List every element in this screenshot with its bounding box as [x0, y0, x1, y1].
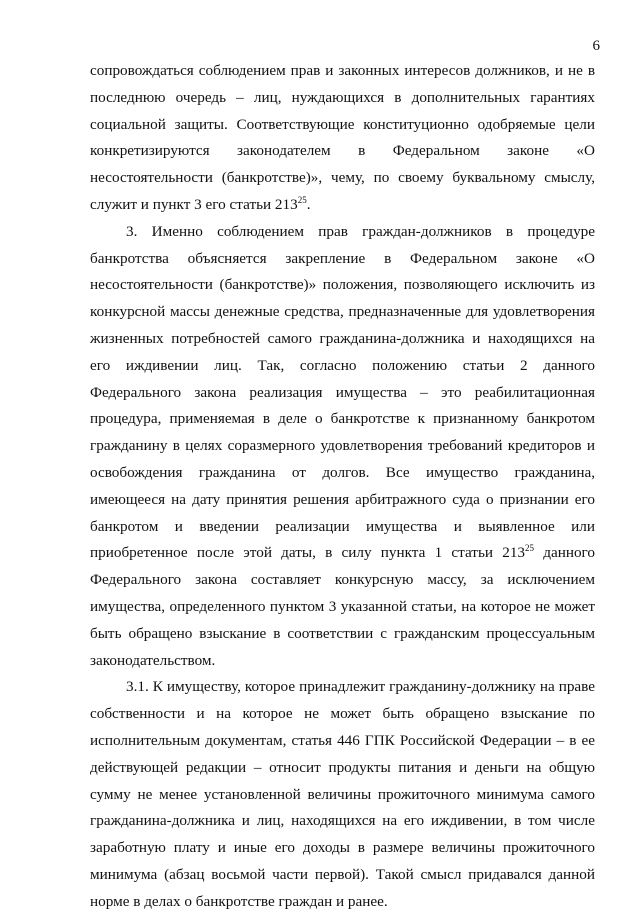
paragraph-text-end: данного Федерального закона составляет конкурсную массу, за исключением имущества, определенного пунктом 3 указанной статьи, на которое не может быть обращено взыскание в соответствии с гражданским процессуальным законодательством.: [90, 544, 596, 669]
paragraph-continuation: [90, 58, 595, 219]
paragraph-text: сопровождаться соблюдением прав и законных интересов должников, и не в последнюю очередь – лиц, нуждающихся в дополнительных гарантиях социальной защиты. Соответствующие конституционно одобряемые цели конкретизируются законодателем в Федеральном законе «О несостоятельности (банкротстве)», чему, по своему буквальному смыслу, служит и пункт 3 его статьи 213: [90, 62, 595, 213]
paragraph-section-3: [90, 219, 595, 675]
page-number: 6: [592, 38, 600, 54]
paragraph-section-3-1: 3.1. К имуществу, которое принадлежит гражданину-должнику на праве собственности и на которое не может быть обращено взыскание по исполнительным документам, статья 446 ГПК Российской Федерации – в ее действующей редакции – относит продукты питания и деньги на общую сумму не менее установленной величины прожиточного минимума самого гражданина-должника и лиц, находящихся на его иждивении, в том числе заработную плату и иные его доходы в размере величины прожиточного минимума (абзац восьмой части первой). Такой смысл придавался данной норме в делах о банкротстве граждан и ранее.: [90, 678, 595, 910]
document-body: [90, 58, 595, 916]
paragraph-text: 3. Именно соблюдением прав граждан-должников в процедуре банкротства объясняется закрепление в Федеральном законе «О несостоятельности (банкротстве)» положения, позволяющего исключить из конкурсной массы денежные средства, предназначенные для удовлетворения жизненных потребностей самого гражданина-должника и находящихся на его иждивении лиц. Так, согласно положению статьи 2 данного Федерального закона реализация имущества – это реабилитационная процедура, применяемая в деле о банкротстве к признанному банкротом гражданину в целях соразмерного удовлетворения требований кредиторов и освобождения гражданина от долгов. Все имущество гражданина, имеющееся на дату принятия решения арбитражного суда о признании его банкротом и введении реализации имущества и выявленное или приобретенное после этой даты, в силу пункта 1 статьи 213: [90, 222, 595, 562]
footnote-superscript: 25: [525, 543, 535, 554]
footnote-superscript: 25: [297, 194, 307, 205]
paragraph-text-end: .: [306, 195, 311, 213]
